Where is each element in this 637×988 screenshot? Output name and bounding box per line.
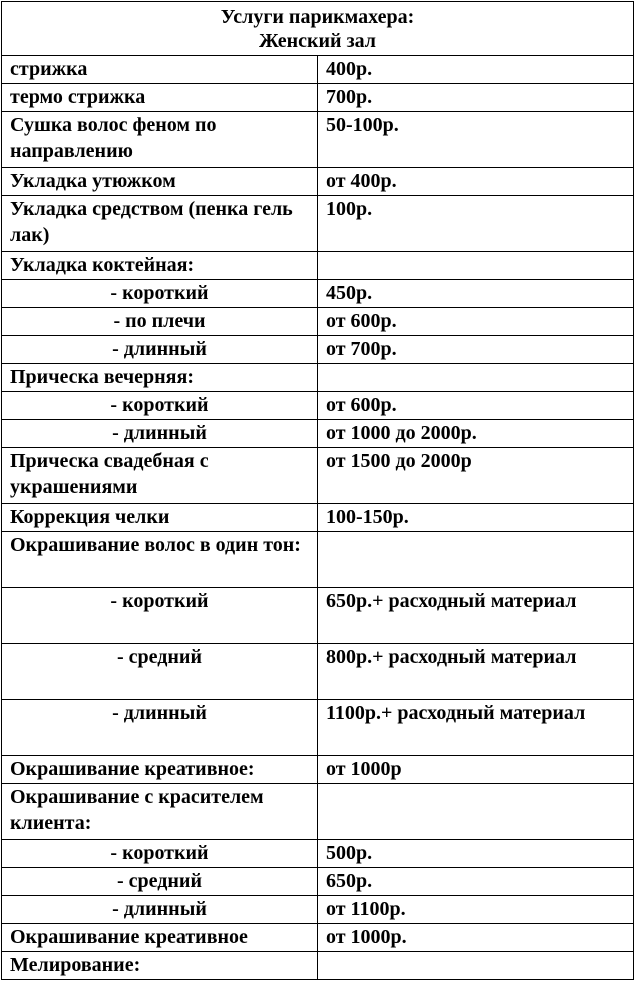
table-row [2, 280, 634, 308]
table-row [2, 308, 634, 336]
table-row [2, 504, 634, 532]
service-cell: Окрашивание креативное [2, 924, 318, 952]
price-cell: от 1000р [318, 756, 634, 784]
price-cell: от 700р. [318, 336, 634, 364]
table-row [2, 868, 634, 896]
price-cell: от 1100р. [318, 896, 634, 924]
service-cell: - короткий [2, 588, 318, 644]
table-row [2, 784, 634, 840]
table-row [2, 588, 634, 644]
table-row [2, 84, 634, 112]
price-cell: от 400р. [318, 168, 634, 196]
table-title-cell [2, 2, 634, 56]
table-subtitle: Женский зал [258, 30, 377, 52]
service-cell: - по плечи [2, 308, 318, 336]
price-cell [318, 784, 634, 840]
service-cell: - короткий [2, 392, 318, 420]
price-cell: 650р. [318, 868, 634, 896]
table-row [2, 644, 634, 700]
table-row [2, 252, 634, 280]
service-cell: Коррекция челки [2, 504, 318, 532]
price-cell: 700р. [318, 84, 634, 112]
price-cell: 100р. [318, 196, 634, 252]
service-cell: Укладка средством (пенка гель лак) [2, 196, 318, 252]
service-cell: Окрашивание креативное: [2, 756, 318, 784]
service-cell: - длинный [2, 420, 318, 448]
service-cell: стрижка [2, 56, 318, 84]
service-cell: - длинный [2, 700, 318, 756]
price-cell [318, 364, 634, 392]
table-row [2, 924, 634, 952]
price-cell: от 1000 до 2000р. [318, 420, 634, 448]
table-row [2, 756, 634, 784]
service-cell: - длинный [2, 336, 318, 364]
table-row [2, 56, 634, 84]
table-row [2, 336, 634, 364]
table-row [2, 112, 634, 168]
price-cell: 400р. [318, 56, 634, 84]
service-cell: - средний [2, 644, 318, 700]
price-cell: 50-100р. [318, 112, 634, 168]
price-cell: 650р.+ расходный материал [318, 588, 634, 644]
table-row [2, 896, 634, 924]
service-cell: Мелирование: [2, 952, 318, 980]
service-cell: - длинный [2, 896, 318, 924]
service-cell: - короткий [2, 280, 318, 308]
price-cell: 500р. [318, 840, 634, 868]
table-row [2, 168, 634, 196]
service-cell: Окрашивание с красителем клиента: [2, 784, 318, 840]
service-cell: термо стрижка [2, 84, 318, 112]
service-cell: Сушка волос феном по направлению [2, 112, 318, 168]
table-row [2, 952, 634, 980]
price-cell: от 600р. [318, 308, 634, 336]
service-cell: - короткий [2, 840, 318, 868]
price-cell: 800р.+ расходный материал [318, 644, 634, 700]
table-row [2, 196, 634, 252]
service-cell: Прическа вечерняя: [2, 364, 318, 392]
table-row [2, 364, 634, 392]
price-cell: от 600р. [318, 392, 634, 420]
service-cell: Укладка утюжком [2, 168, 318, 196]
price-cell: 450р. [318, 280, 634, 308]
table-row [2, 448, 634, 504]
price-cell: от 1000р. [318, 924, 634, 952]
table-row [2, 420, 634, 448]
price-cell: 1100р.+ расходный материал [318, 700, 634, 756]
price-cell: от 1500 до 2000р [318, 448, 634, 504]
price-cell: 100-150р. [318, 504, 634, 532]
table-row [2, 700, 634, 756]
table-row [2, 840, 634, 868]
price-cell [318, 252, 634, 280]
table-row [2, 532, 634, 588]
service-cell: Окрашивание волос в один тон: [2, 532, 318, 588]
service-cell: - средний [2, 868, 318, 896]
price-cell [318, 952, 634, 980]
service-cell: Прическа свадебная с украшениями [2, 448, 318, 504]
service-cell: Укладка коктейная: [2, 252, 318, 280]
price-cell [318, 532, 634, 588]
table-header-row [2, 2, 634, 56]
table-title: Услуги парикмахера: [220, 6, 415, 28]
table-row [2, 392, 634, 420]
price-list-table [1, 1, 634, 980]
